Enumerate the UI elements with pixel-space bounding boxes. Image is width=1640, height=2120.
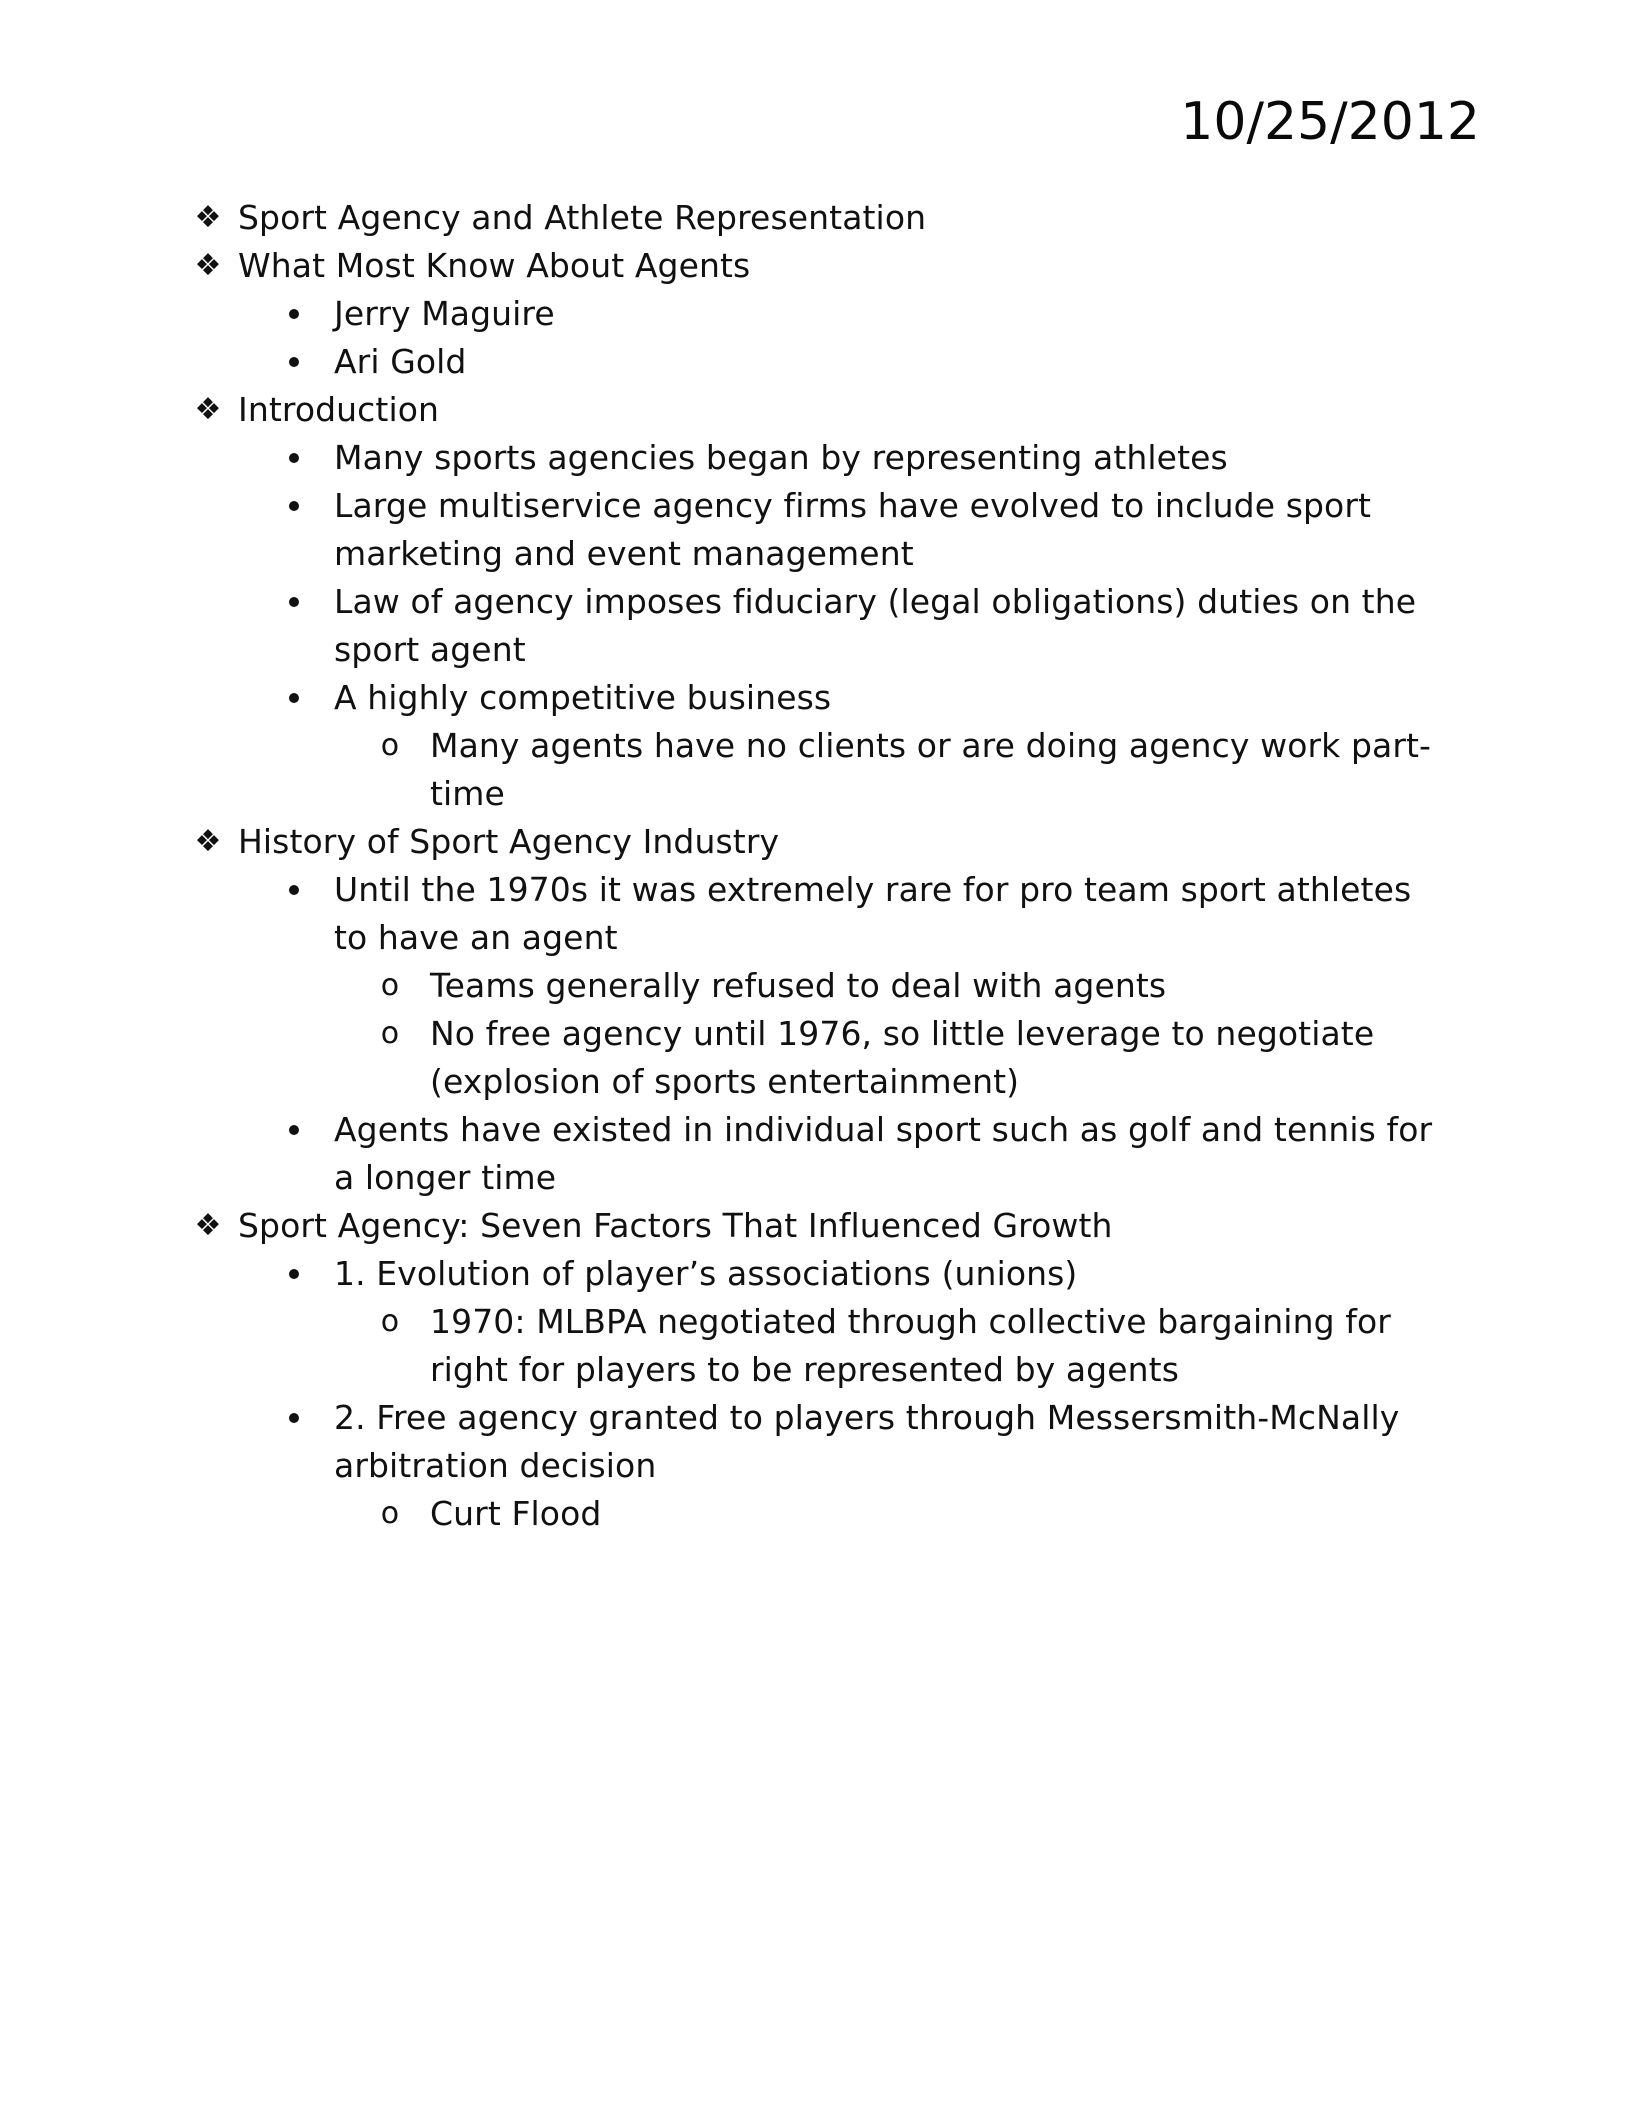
outline-bullet [194,1106,1454,1202]
outline-subbullet-text: Many agents have no clients or are doing agency work part-time [430,726,1432,813]
outline-bullet-text: Large multiservice agency firms have evolved to include sport marketing and event management [334,486,1372,573]
outline-bullet [194,338,1454,386]
outline-bullet-text: A highly competitive business [334,678,832,717]
outline-heading-text: What Most Know About Agents [238,246,751,285]
outline-heading-text: Introduction [238,390,440,429]
outline-bullet-text: 1. Evolution of player’s associations (unions) [334,1254,1078,1293]
outline-subbullet-text: No free agency until 1976, so little leverage to negotiate (explosion of sports entertainment) [430,1014,1375,1101]
outline-subbullet-text: Curt Flood [430,1494,602,1533]
outline-list [194,194,1454,1538]
round-bullet-icon [284,866,304,914]
diamond-bullet-icon: ❖ [194,824,222,859]
round-bullet-icon [284,434,304,482]
outline-subbullet [194,1298,1454,1394]
outline-bullet [194,482,1454,578]
outline-heading [194,818,1454,866]
outline-bullet-text: Law of agency imposes fiduciary (legal obligations) duties on the sport agent [334,582,1417,669]
round-bullet-icon [284,1106,304,1154]
outline-subbullet-text: Teams generally refused to deal with agents [430,966,1167,1005]
outline-bullet-text: Agents have existed in individual sport such as golf and tennis for a longer time [334,1110,1433,1197]
outline-heading [194,1202,1454,1250]
outline-bullet-text: Ari Gold [334,342,467,381]
diamond-bullet-icon: ❖ [194,200,222,235]
diamond-bullet-icon: ❖ [194,248,222,283]
round-bullet-icon [284,338,304,386]
outline-subbullet [194,1010,1454,1106]
outline-bullet [194,866,1454,962]
outline-heading-text: Sport Agency and Athlete Representation [238,198,927,237]
outline-bullet [194,1250,1454,1298]
outline-bullet-text: Jerry Maguire [334,294,555,333]
round-bullet-icon [284,674,304,722]
o-bullet-icon: o [380,1304,400,1339]
outline-subbullet [194,1490,1454,1538]
outline-bullet-text: 2. Free agency granted to players through Messersmith-McNally arbitration decision [334,1398,1400,1485]
outline-bullet-text: Until the 1970s it was extremely rare for pro team sport athletes to have an agent [334,870,1412,957]
outline-heading [194,386,1454,434]
outline-heading [194,194,1454,242]
outline-heading [194,242,1454,290]
round-bullet-icon [284,1394,304,1442]
outline-heading-text: Sport Agency: Seven Factors That Influenced Growth [238,1206,1113,1245]
round-bullet-icon [284,482,304,530]
o-bullet-icon: o [380,1016,400,1051]
round-bullet-icon [284,578,304,626]
outline-bullet [194,1394,1454,1490]
o-bullet-icon: o [380,728,400,763]
outline-bullet [194,434,1454,482]
o-bullet-icon: o [380,968,400,1003]
outline-bullet-text: Many sports agencies began by representing athletes [334,438,1228,477]
o-bullet-icon: o [380,1496,400,1531]
diamond-bullet-icon: ❖ [194,1208,222,1243]
date-header: 10/25/2012 [1180,92,1480,152]
diamond-bullet-icon: ❖ [194,392,222,427]
outline-subbullet [194,722,1454,818]
outline-heading-text: History of Sport Agency Industry [238,822,780,861]
outline-subbullet [194,962,1454,1010]
round-bullet-icon [284,1250,304,1298]
outline-bullet [194,674,1454,722]
outline-subbullet-text: 1970: MLBPA negotiated through collective bargaining for right for players to be represented by agents [430,1302,1391,1389]
outline-bullet [194,290,1454,338]
outline-bullet [194,578,1454,674]
round-bullet-icon [284,290,304,338]
